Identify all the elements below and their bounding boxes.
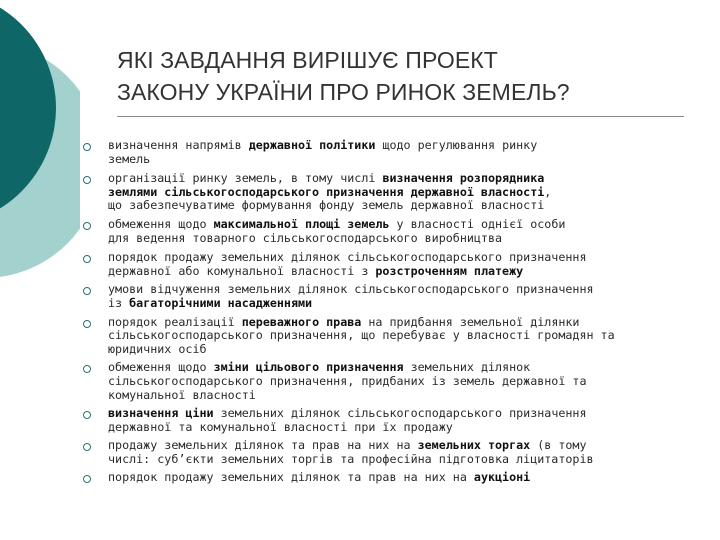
hollow-circle-bullet-icon [83,320,91,328]
body-text: що забезпечуватиме формування фонду земель державної власності [108,198,545,213]
body-text: сільськогосподарського призначення, що перебуває у власності громадян та [108,328,615,343]
title-line-1: ЯКІ ЗАВДАННЯ ВИРІШУЄ ПРОЕКТ [117,47,498,73]
bullet-item [82,251,714,278]
bullet-line [108,453,714,467]
emphasis-text: багаторічними насадженнями [129,295,313,310]
body-text: державної або комунальної власності з [108,263,376,278]
emphasis-text: землями сільськогосподарського призначення державної власності [108,184,545,199]
body-text: державної та комунальної власності при їх продажу [108,419,453,434]
body-text: порядок реалізації [108,314,242,329]
body-text: , [544,184,552,199]
body-text: порядок продажу земельних ділянок та прав на них на [108,470,474,485]
hollow-circle-bullet-icon [83,475,91,483]
bullet-line [108,186,714,200]
bullet-list [82,139,714,485]
emphasis-text: земельних торгах [417,438,531,453]
body-text: сільськогосподарського призначення, придбаних із земель державної та [108,373,587,388]
hollow-circle-bullet-icon [83,255,91,263]
body-text: порядок продажу земельних ділянок сільськогосподарського призначення [108,250,587,265]
bullet-line [108,343,714,357]
body-text: умови відчуження земельних ділянок сільськогосподарського призначення [108,282,594,297]
bullet-line [108,172,714,186]
bullet-line [108,153,714,167]
decorative-circles [0,0,80,540]
bullet-line [108,297,714,311]
bullet-line [108,361,714,375]
hollow-circle-bullet-icon [83,411,91,419]
body-text: юридичних осіб [108,341,207,356]
bullet-line [108,251,714,265]
body-text: земельних ділянок [403,360,531,375]
bullet-item [82,316,714,357]
bullet-item [82,471,714,485]
body-text: щодо регулювання ринку [375,138,538,152]
title-divider [117,116,684,117]
body-text: із [108,295,130,310]
bullet-line [108,421,714,435]
hollow-circle-bullet-icon [83,176,91,184]
slide-title [117,44,697,108]
body-text: обмеження щодо [108,216,214,231]
body-text: земель [108,151,151,166]
bullet-line [108,471,714,485]
bullet-line [108,329,714,343]
body-text: визначення напрямів [108,138,249,152]
emphasis-text: розстроченням платежу [375,263,524,278]
emphasis-text: державної політики [248,138,376,152]
hollow-circle-bullet-icon [83,143,91,151]
bullet-line [108,283,714,297]
bullet-line [108,375,714,389]
body-text: організації ринку земель, в тому числі [108,171,383,186]
bullet-item [82,361,714,402]
body-text: у власності однієї особи [389,216,566,231]
emphasis-text: визначення розпорядника [382,171,545,186]
bullet-item [82,407,714,434]
hollow-circle-bullet-icon [83,443,91,451]
body-text: обмеження щодо [108,360,214,375]
body-text: земельних ділянок сільськогосподарського призначення [213,406,587,421]
emphasis-text: переважного права [241,314,362,329]
title-line-2: ЗАКОНУ УКРАЇНИ ПРО РИНОК ЗЕМЕЛЬ? [117,79,570,105]
emphasis-text: зміни цільового призначення [213,360,404,375]
emphasis-text: максимальної площі земель [213,216,390,231]
bullet-line [108,232,714,246]
bullet-line [108,439,714,453]
bullet-item [82,139,714,166]
hollow-circle-bullet-icon [83,287,91,295]
bullet-line [108,199,714,213]
bullet-line [108,407,714,421]
body-text: комунальної власності [108,387,256,402]
bullet-item [82,283,714,310]
bullet-line [108,265,714,279]
emphasis-text: аукціоні [473,470,531,485]
bullet-item [82,439,714,466]
hollow-circle-bullet-icon [83,222,91,230]
body-text: для ведення товарного сільськогосподарського виробництва [108,230,503,245]
body-text: (в тому [530,438,587,453]
bullet-item [82,218,714,245]
emphasis-text: визначення ціни [108,406,214,421]
body-text: на придбання земельної ділянки [361,314,580,329]
bullet-item [82,172,714,213]
bullet-line [108,316,714,330]
hollow-circle-bullet-icon [83,365,91,373]
bullet-line [108,218,714,232]
body-text: числі: суб’єкти земельних торгів та професійна підготовка ліцитаторів [108,451,594,466]
bullet-line [108,139,714,153]
bullet-line [108,389,714,403]
body-text: продажу земельних ділянок та прав на них на [108,438,418,453]
